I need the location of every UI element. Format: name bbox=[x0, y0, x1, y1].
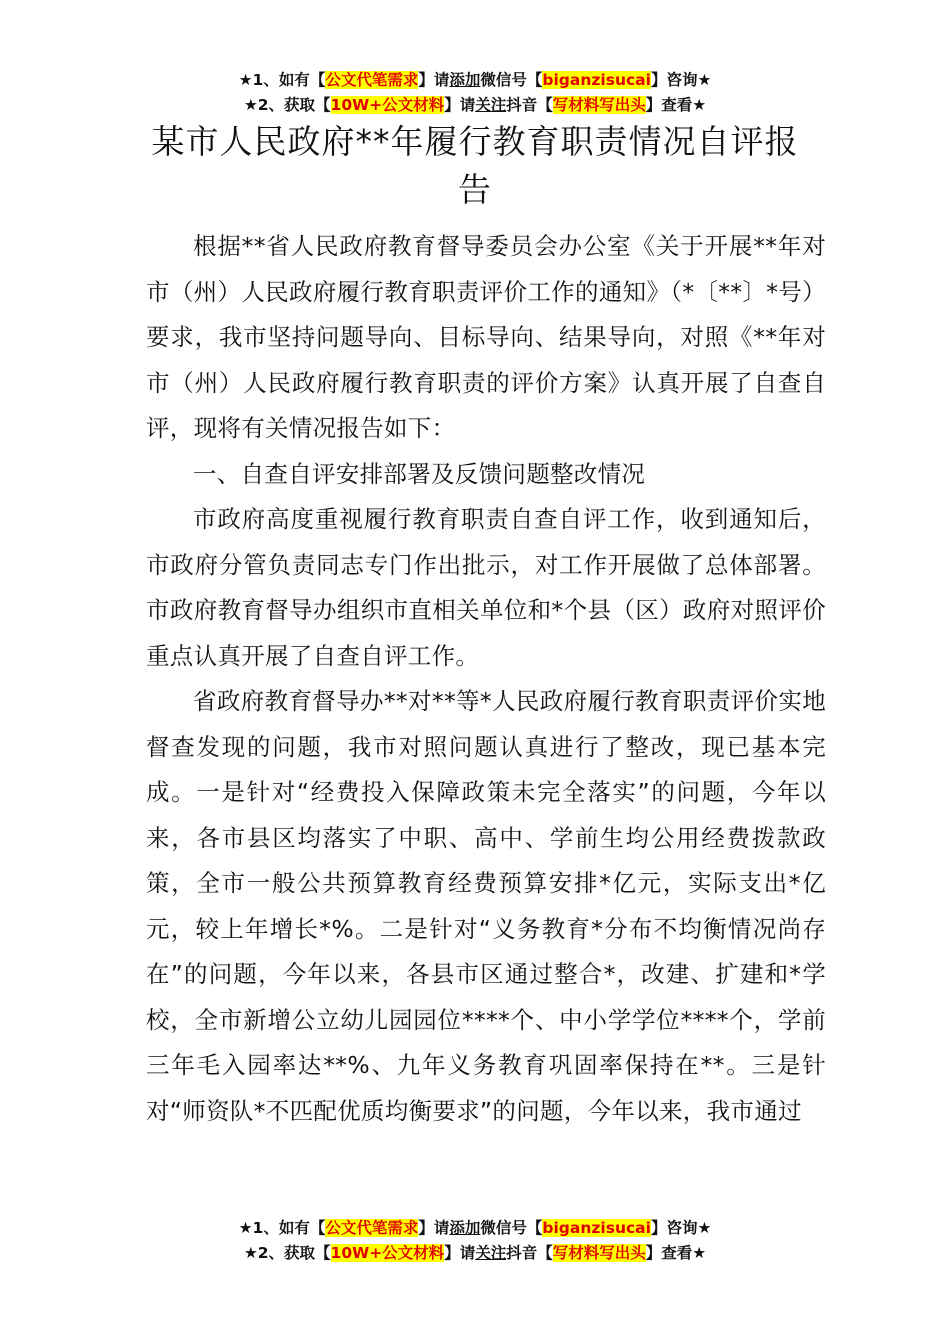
promo-text: 】查看★ bbox=[645, 1244, 707, 1262]
intro-paragraph: 根据**省人民政府教育督导委员会办公室《关于开展**年对市（州）人民政府履行教育职责评价工作的通知》（*〔**〕*号）要求，我市坚持问题导向、目标导向、结果导向，对照《**年对市（州）人民政府履行教育职责的评价方案》认真开展了自查自评，现将有关情况报告如下： bbox=[146, 232, 826, 442]
promo-line-1 bbox=[0, 68, 950, 93]
document-title: 某市人民政府**年履行教育职责情况自评报告 bbox=[151, 122, 799, 209]
promo-text: 】请 bbox=[444, 1244, 476, 1262]
promo-line-2 bbox=[0, 1241, 950, 1266]
document-body bbox=[146, 224, 826, 1134]
promo-text: ★1、如有【 bbox=[238, 71, 326, 89]
promo-text: 抖音【 bbox=[506, 96, 553, 114]
body-paragraph: 市政府高度重视履行教育职责自查自评工作，收到通知后，市政府分管负责同志专门作出批示，对工作开展做了总体部署。市政府教育督导办组织市直相关单位和*个县（区）政府对照评价重点认真开展了自查自评工作。 bbox=[146, 505, 826, 670]
top-promo-banner bbox=[0, 68, 950, 118]
promo-line-2 bbox=[0, 93, 950, 118]
promo-highlight: 公文代笔需求 bbox=[325, 1219, 419, 1237]
promo-text: ★1、如有【 bbox=[238, 1219, 326, 1237]
body-paragraph: 省政府教育督导办**对**等*人民政府履行教育职责评价实地督查发现的问题，我市对照问题认真进行了整改，现已基本完成。一是针对“经费投入保障政策未完全落实”的问题，今年以来，各市县区均落实了中职、高中、学前生均公用经费拨款政策，全市一般公共预算教育经费预算安排*亿元，实际支出*亿元，较上年增长*%。二是针对“义务教育*分布不均衡情况尚存在”的问题，今年以来，各县市区通过整合*，改建、扩建和*学校，全市新增公立幼儿园园位****个、中小学学位****个，学前三年毛入园率达**%、九年义务教育巩固率保持在**。三是针对“师资队*不匹配优质均衡要求”的问题，今年以来，我市通过 bbox=[146, 687, 826, 1125]
wechat-id: biganzisucai bbox=[542, 1219, 651, 1237]
douyin-id: 写材料写出头 bbox=[552, 96, 646, 114]
promo-text: 微信号【 bbox=[480, 1219, 543, 1237]
promo-text: 】查看★ bbox=[645, 96, 707, 114]
wechat-id: biganzisucai bbox=[542, 71, 651, 89]
promo-emphasis: 添加 bbox=[449, 1219, 481, 1237]
promo-emphasis: 关注 bbox=[475, 1244, 507, 1262]
promo-line-1 bbox=[0, 1216, 950, 1241]
douyin-id: 写材料写出头 bbox=[552, 1244, 646, 1262]
promo-text: 】请 bbox=[418, 71, 450, 89]
promo-highlight: 10W+公文材料 bbox=[330, 1244, 445, 1262]
promo-emphasis: 关注 bbox=[475, 96, 507, 114]
promo-text: 抖音【 bbox=[506, 1244, 553, 1262]
promo-text: 】咨询★ bbox=[650, 71, 712, 89]
promo-text: ★2、获取【 bbox=[243, 1244, 331, 1262]
promo-text: 】请 bbox=[444, 96, 476, 114]
promo-text: 微信号【 bbox=[480, 71, 543, 89]
promo-highlight: 公文代笔需求 bbox=[325, 71, 419, 89]
promo-text: 】咨询★ bbox=[650, 1219, 712, 1237]
section-heading: 一、自查自评安排部署及反馈问题整改情况 bbox=[193, 459, 646, 488]
promo-text: 】请 bbox=[418, 1219, 450, 1237]
promo-highlight: 10W+公文材料 bbox=[330, 96, 445, 114]
promo-emphasis: 添加 bbox=[449, 71, 481, 89]
bottom-promo-banner bbox=[0, 1216, 950, 1266]
promo-text: ★2、获取【 bbox=[243, 96, 331, 114]
